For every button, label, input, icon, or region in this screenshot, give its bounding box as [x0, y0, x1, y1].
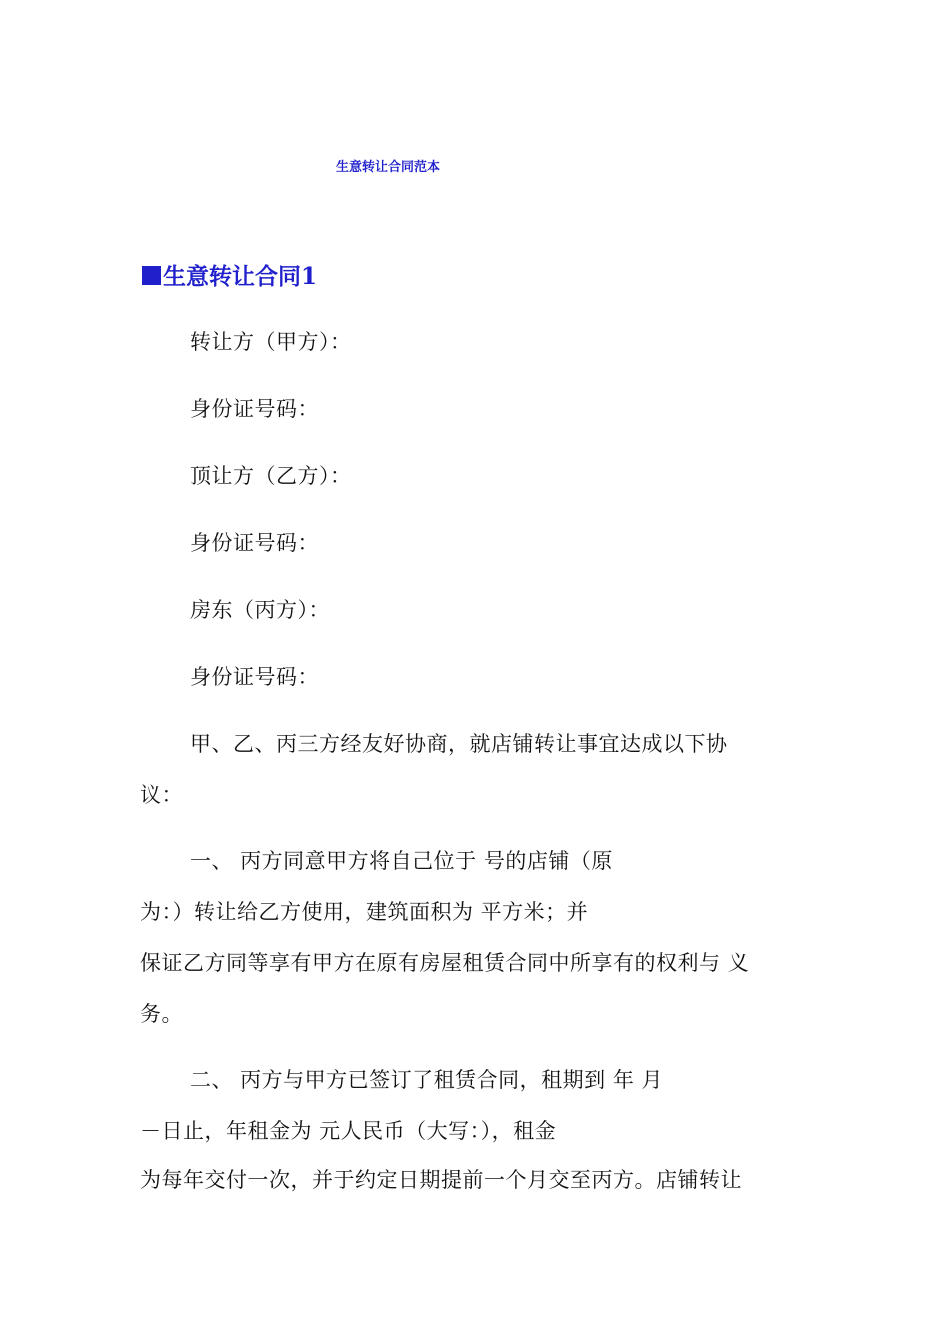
transferor-id-line: 身份证号码： [190, 397, 319, 421]
square-bullet-icon [142, 266, 161, 285]
preamble-line-2: 议： [140, 783, 183, 807]
clause2-line-1: 二、 丙方与甲方已签订了租赁合同，租期到 年 月 [190, 1068, 664, 1092]
clause2-line-2: －日止，年租金为 元人民币（大写：），租金 [140, 1119, 557, 1143]
transferor-line: 转让方（甲方）： [190, 330, 352, 354]
transferee-id-line: 身份证号码： [190, 531, 319, 555]
section-title [142, 258, 317, 291]
clause2-line-3: 为每年交付一次，并于约定日期提前一个月交至丙方。店铺转让 [140, 1168, 742, 1192]
clause1-line-3: 保证乙方同等享有甲方在原有房屋租赁合同中所享有的权利与 义 [140, 951, 750, 975]
section-title-text: 生意转让合同1 [163, 263, 318, 290]
clause1-line-4: 务。 [140, 1002, 183, 1026]
landlord-line: 房东（丙方）： [190, 598, 330, 622]
landlord-id-line: 身份证号码： [190, 665, 319, 689]
document-header-title: 生意转让合同范本 [335, 160, 440, 175]
clause1-line-1: 一、 丙方同意甲方将自己位于 号的店铺（原 [190, 849, 613, 873]
clause1-line-2: 为：）转让给乙方使用，建筑面积为 平方米；并 [140, 900, 589, 924]
transferee-line: 顶让方（乙方）： [190, 464, 352, 488]
preamble-line-1: 甲、乙、丙三方经友好协商，就店铺转让事宜达成以下协 [190, 732, 728, 756]
